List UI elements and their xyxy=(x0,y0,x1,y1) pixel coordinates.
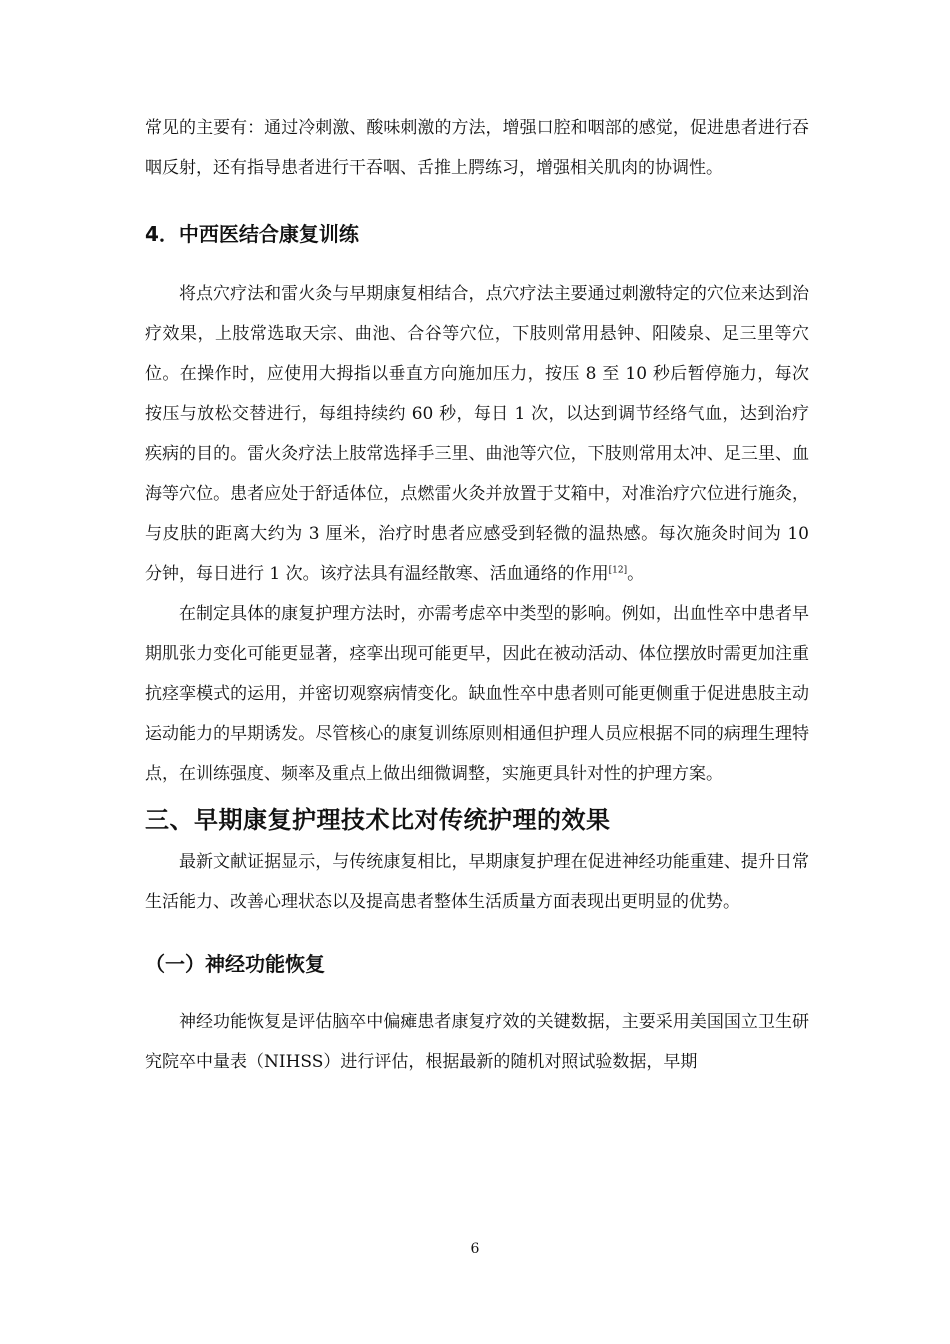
citation-12: [12] xyxy=(608,565,628,576)
section-3-heading: 三、早期康复护理技术比对传统护理的效果 xyxy=(145,806,611,834)
section-4-paragraph-2: 在制定具体的康复护理方法时，亦需考虑卒中类型的影响。例如，出血性卒中患者早期肌张力变化可能更显著，痉挛出现可能更早，因此在被动活动、体位摆放时需更加注重抗痉挛模式的运用，并密切观察病情变化。缺血性卒中患者则可能更侧重于促进患肢主动运动能力的早期诱发。尽管核心的康复训练原则相通但护理人员应根据不同的病理生理特点，在训练强度、频率及重点上做出细微调整，实施更具针对性的护理方案。 xyxy=(145,604,809,784)
subsection-1-paragraph: 神经功能恢复是评估脑卒中偏瘫患者康复疗效的关键数据，主要采用美国国立卫生研究院卒中量表（NIHSS）进行评估，根据最新的随机对照试验数据，早期 xyxy=(145,1012,809,1072)
section-4-heading: 4．中西医结合康复训练 xyxy=(145,222,359,246)
document-body xyxy=(145,108,809,1082)
section-4-paragraph-1-end: 。 xyxy=(627,564,645,584)
intro-paragraph: 常见的主要有：通过冷刺激、酸味刺激的方法，增强口腔和咽部的感觉，促进患者进行吞咽反射，还有指导患者进行干吞咽、舌推上腭练习，增强相关肌肉的协调性。 xyxy=(145,118,809,178)
section-4-paragraph-1 xyxy=(145,274,809,594)
section-3-paragraph: 最新文献证据显示，与传统康复相比，早期康复护理在促进神经功能重建、提升日常生活能力、改善心理状态以及提高患者整体生活质量方面表现出更明显的优势。 xyxy=(145,852,809,912)
section-4-paragraph-1-text: 将点穴疗法和雷火灸与早期康复相结合，点穴疗法主要通过刺激特定的穴位来达到治疗效果，上肢常选取天宗、曲池、合谷等穴位，下肢则常用悬钟、阳陵泉、足三里等穴位。在操作时，应使用大拇指以垂直方向施加压力，按压 8 至 10 秒后暂停施力，每次按压与放松交替进行，每组持续约 60 秒，每日 1 次，以达到调节经络气血，达到治疗疾病的目的。雷火灸疗法上肢常选择手三里、曲池等穴位，下肢则常用太冲、足三里、血海等穴位。患者应处于舒适体位，点燃雷火灸并放置于艾箱中，对准治疗穴位进行施灸，与皮肤的距离大约为 3 厘米，治疗时患者应感受到轻微的温热感。每次施灸时间为 10 分钟，每日进行 1 次。该疗法具有温经散寒、活血通络的作用 xyxy=(145,284,809,584)
page-number: 6 xyxy=(470,1241,480,1257)
subsection-1-heading: （一）神经功能恢复 xyxy=(145,952,325,976)
